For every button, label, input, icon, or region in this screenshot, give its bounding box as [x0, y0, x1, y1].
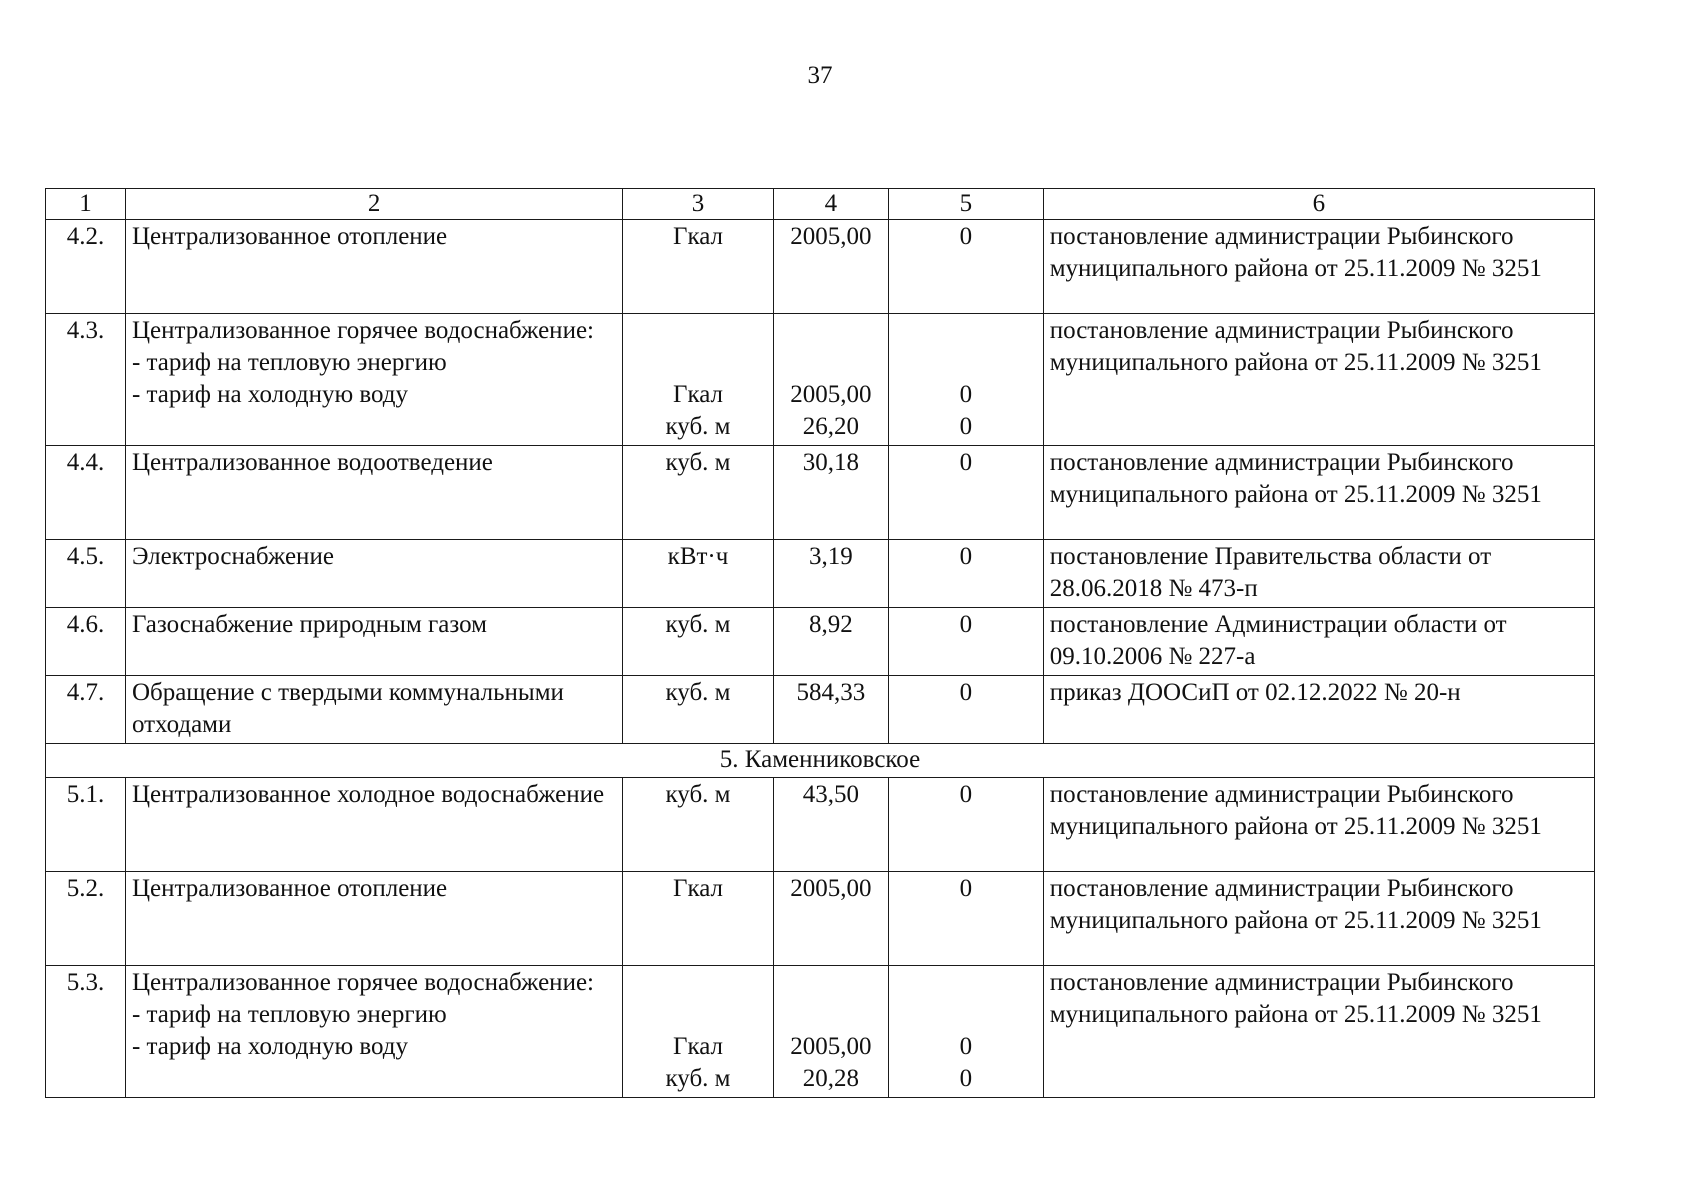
page-number: 37 [807, 62, 833, 89]
legal-document: постановление администрации Рыбинского муниципального района от 25.11.2009 № 3251 [1043, 314, 1594, 446]
value-line: 2005,00 [790, 1033, 872, 1060]
unit [623, 314, 774, 446]
unit-line: куб. м [665, 413, 731, 440]
legal-document: постановление Администрации области от 09.10.2006 № 227-а [1043, 608, 1594, 676]
service-title: Централизованное горячее водоснабжение: [131, 969, 594, 996]
col5-line: 0 [959, 381, 973, 408]
table-row [46, 540, 1595, 608]
unit-line: Гкал [672, 381, 723, 408]
table-row [46, 446, 1595, 540]
legal-document: постановление Правительства области от 28.06.2018 № 473-п [1043, 540, 1594, 608]
value-line: 20,28 [802, 1065, 859, 1092]
service-subitem: - тариф на холодную воду [131, 381, 409, 408]
col5-value: 0 [889, 220, 1044, 314]
table-row [46, 966, 1595, 1098]
row-number: 4.3. [46, 314, 126, 446]
unit [623, 966, 774, 1098]
legal-document: постановление администрации Рыбинского муниципального района от 25.11.2009 № 3251 [1043, 446, 1594, 540]
header-cell: 3 [623, 189, 774, 220]
service-subitem: - тариф на тепловую энергию [131, 349, 447, 376]
legal-document: приказ ДООСиП от 02.12.2022 № 20-н [1043, 676, 1594, 744]
unit: Гкал [623, 872, 774, 966]
col5-value: 0 [889, 446, 1044, 540]
tariff-value: 2005,00 [773, 220, 888, 314]
service-name: Газоснабжение природным газом [125, 608, 622, 676]
row-number: 4.7. [46, 676, 126, 744]
legal-document: постановление администрации Рыбинского муниципального района от 25.11.2009 № 3251 [1043, 872, 1594, 966]
row-number: 5.2. [46, 872, 126, 966]
col5-value: 0 [889, 872, 1044, 966]
value-line: 2005,00 [790, 381, 872, 408]
table-row [46, 676, 1595, 744]
tariff-value: 30,18 [773, 446, 888, 540]
tariff-value: 43,50 [773, 778, 888, 872]
row-number: 4.6. [46, 608, 126, 676]
row-number: 4.4. [46, 446, 126, 540]
service-name: Обращение с твердыми коммунальными отходами [125, 676, 622, 744]
unit: куб. м [623, 608, 774, 676]
tariff-value: 8,92 [773, 608, 888, 676]
header-row [46, 189, 1595, 220]
tariff-value [773, 314, 888, 446]
header-cell: 1 [46, 189, 126, 220]
col5-line: 0 [959, 1033, 973, 1060]
service-subitem: - тариф на холодную воду [131, 1033, 409, 1060]
col5-value: 0 [889, 676, 1044, 744]
table-row [46, 314, 1595, 446]
service-name [125, 966, 622, 1098]
tariff-value [773, 966, 888, 1098]
unit: куб. м [623, 676, 774, 744]
col5-value [889, 966, 1044, 1098]
unit: Гкал [623, 220, 774, 314]
header-cell: 4 [773, 189, 888, 220]
value-line: 26,20 [802, 413, 859, 440]
header-cell: 6 [1043, 189, 1594, 220]
unit-line: куб. м [665, 1065, 731, 1092]
legal-document: постановление администрации Рыбинского муниципального района от 25.11.2009 № 3251 [1043, 220, 1594, 314]
table-row [46, 608, 1595, 676]
table-row [46, 220, 1595, 314]
col5-line: 0 [959, 413, 973, 440]
row-number: 5.1. [46, 778, 126, 872]
table-row [46, 778, 1595, 872]
header-cell: 2 [125, 189, 622, 220]
col5-value: 0 [889, 608, 1044, 676]
col5-line: 0 [959, 1065, 973, 1092]
tariff-value: 3,19 [773, 540, 888, 608]
legal-document: постановление администрации Рыбинского муниципального района от 25.11.2009 № 3251 [1043, 966, 1594, 1098]
row-number: 4.2. [46, 220, 126, 314]
tariff-value: 584,33 [773, 676, 888, 744]
service-name: Централизованное отопление [125, 872, 622, 966]
col5-value: 0 [889, 540, 1044, 608]
service-name: Централизованное отопление [125, 220, 622, 314]
unit: кВт·ч [623, 540, 774, 608]
unit: куб. м [623, 778, 774, 872]
service-name [125, 314, 622, 446]
service-name: Электроснабжение [125, 540, 622, 608]
col5-value: 0 [889, 778, 1044, 872]
table-row [46, 872, 1595, 966]
section-row [46, 744, 1595, 778]
service-title: Централизованное горячее водоснабжение: [131, 317, 594, 344]
unit: куб. м [623, 446, 774, 540]
unit-line: Гкал [672, 1033, 723, 1060]
header-cell: 5 [889, 189, 1044, 220]
service-subitem: - тариф на тепловую энергию [131, 1001, 447, 1028]
service-name: Централизованное холодное водоснабжение [125, 778, 622, 872]
legal-document: постановление администрации Рыбинского муниципального района от 25.11.2009 № 3251 [1043, 778, 1594, 872]
row-number: 5.3. [46, 966, 126, 1098]
row-number: 4.5. [46, 540, 126, 608]
service-name: Централизованное водоотведение [125, 446, 622, 540]
tariff-value: 2005,00 [773, 872, 888, 966]
tariff-table [45, 188, 1595, 1098]
section-title: 5. Каменниковское [46, 744, 1595, 778]
col5-value [889, 314, 1044, 446]
